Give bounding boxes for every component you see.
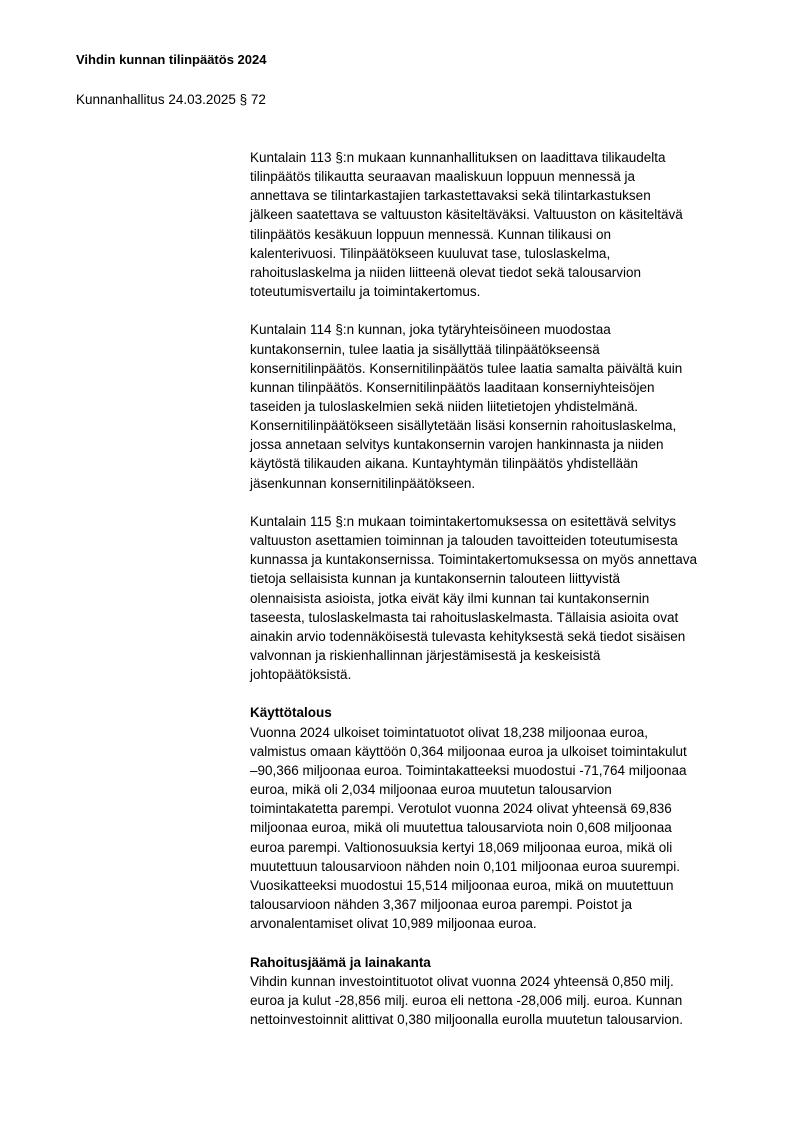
paragraph-line: rahoituslaskelma ja niiden liitteenä olevat tiedot sekä talousarvion [250, 264, 641, 280]
meeting-reference: Kunnanhallitus 24.03.2025 § 72 [76, 92, 266, 107]
paragraph-line: Kuntalain 113 §:n mukaan kunnanhallituksen on laadittava tilikaudelta [250, 150, 666, 165]
paragraph-line: valtuuston asettamien toiminnan ja talouden tavoitteiden toteutumisesta [250, 533, 678, 549]
paragraph-line: annettava se tilintarkastajien tarkastettavaksi sekä tilintarkastuksen [250, 188, 651, 204]
paragraph-line: kalenterivuosi. Tilinpäätökseen kuuluvat tase, tuloslaskelma, [250, 245, 611, 261]
section-heading: Käyttötalous [250, 705, 332, 721]
paragraph-line: valvonnan ja riskienhallinnan järjestämisestä ja keskeisistä [250, 648, 601, 664]
paragraph-line: Vihdin kunnan investointituotot olivat vuonna 2024 yhteensä 0,850 milj. [250, 973, 674, 989]
paragraph-line: Kuntalain 114 §:n kunnan, joka tytäryhteisöineen muodostaa [250, 322, 611, 338]
paragraph-line: taseiden ja tuloslaskelmien sekä niiden liitetietojen yhdistelmänä. [250, 399, 638, 415]
paragraph [250, 512, 750, 684]
paragraph [250, 703, 750, 933]
paragraph-line: kunnan tilinpäätös. Konsernitilinpäätös laaditaan konserniyhteisöjen [250, 379, 655, 395]
document-body [250, 148, 750, 1048]
paragraph-line: tilinpäätös tilikautta seuraavan maaliskuun loppuun mennessä ja [250, 169, 635, 185]
paragraph-line: –90,366 miljoonaa euroa. Toimintakatteeksi muodostui -71,764 miljoonaa [250, 762, 687, 778]
paragraph-line: jälkeen saatettava se valtuuston käsiteltäväksi. Valtuuston on käsiteltävä [250, 207, 683, 223]
paragraph-line: muutettuun talousarvioon nähden noin 0,101 miljoonaa euroa suurempi. [250, 858, 681, 874]
paragraph-line: konsernitilinpäätös. Konsernitilinpäätös tulee laatia samalta päivältä kuin [250, 360, 683, 376]
paragraph-line: käytöstä tilikauden aikana. Kuntayhtymän tilinpäätös yhdistellään [250, 456, 638, 472]
paragraph-line: olennaisista asioista, jotka eivät käy ilmi kunnan tai kuntakonsernin [250, 590, 650, 606]
paragraph-line: Vuosikatteeksi muodostui 15,514 miljoonaa euroa, mikä on muutettuun [250, 877, 674, 893]
paragraph-line: toteutumisvertailu ja toimintakertomus. [250, 284, 481, 300]
paragraph-line: tilinpäätös kesäkuun loppuun mennessä. Kunnan tilikausi on [250, 226, 611, 242]
paragraph-line: euroa parempi. Valtionosuuksia kertyi 18,069 miljoonaa euroa, mikä oli [250, 839, 673, 855]
paragraph-line: jäsenkunnan konsernitilinpäätökseen. [250, 475, 476, 491]
paragraph-line: Kuntalain 115 §:n mukaan toimintakertomuksessa on esitettävä selvitys [250, 513, 676, 529]
paragraph-line: tietoja sellaisista kunnan ja kuntakonsernin talouteen liittyvistä [250, 571, 620, 587]
paragraph [250, 953, 750, 1030]
paragraph [250, 320, 750, 492]
paragraph-line: johtopäätöksistä. [250, 667, 352, 683]
paragraph-line: jossa annetaan selvitys kuntakonsernin varojen hankinnasta ja niiden [250, 437, 664, 453]
section-heading: Rahoitusjäämä ja lainakanta [250, 954, 431, 970]
paragraph-line: talousarvioon nähden 3,367 miljoonaa euroa parempi. Poistot ja [250, 897, 633, 913]
paragraph-line: kunnassa ja kuntakonsernissa. Toimintakertomuksessa on myös annettava [250, 552, 697, 568]
paragraph-line: ainakin arvio todennäköisestä tulevasta kehityksestä sekä tiedot sisäisen [250, 628, 686, 644]
paragraph-line: euroa, mikä oli 2,034 miljoonaa euroa muutetun talousarvion [250, 782, 612, 798]
paragraph-line: euroa ja kulut -28,856 milj. euroa eli nettona -28,006 milj. euroa. Kunnan [250, 992, 683, 1008]
document-title: Vihdin kunnan tilinpäätös 2024 [76, 52, 267, 67]
paragraph [250, 148, 750, 301]
paragraph-line: Vuonna 2024 ulkoiset toimintatuotot olivat 18,238 miljoonaa euroa, [250, 724, 649, 740]
paragraph-line: valmistus omaan käyttöön 0,364 miljoonaa euroa ja ulkoiset toimintakulut [250, 743, 687, 759]
paragraph-line: Konsernitilinpäätökseen sisällytetään lisäsi konsernin rahoituslaskelma, [250, 418, 677, 434]
paragraph-line: miljoonaa euroa, mikä oli muutettua talousarviota noin 0,608 miljoonaa [250, 820, 672, 836]
paragraph-line: arvonalentamiset olivat 10,989 miljoonaa euroa. [250, 916, 537, 932]
paragraph-line: nettoinvestoinnit alittivat 0,380 miljoonalla eurolla muutetun talousarvion. [250, 1011, 684, 1027]
paragraph-line: toimintakatetta parempi. Verotulot vuonna 2024 olivat yhteensä 69,836 [250, 801, 672, 817]
paragraph-line: kuntakonsernin, tulee laatia ja sisällyttää tilinpäätökseensä [250, 341, 600, 357]
paragraph-line: taseesta, tuloslaskelmasta tai rahoituslaskelmasta. Tällaisia asioita ovat [250, 609, 679, 625]
